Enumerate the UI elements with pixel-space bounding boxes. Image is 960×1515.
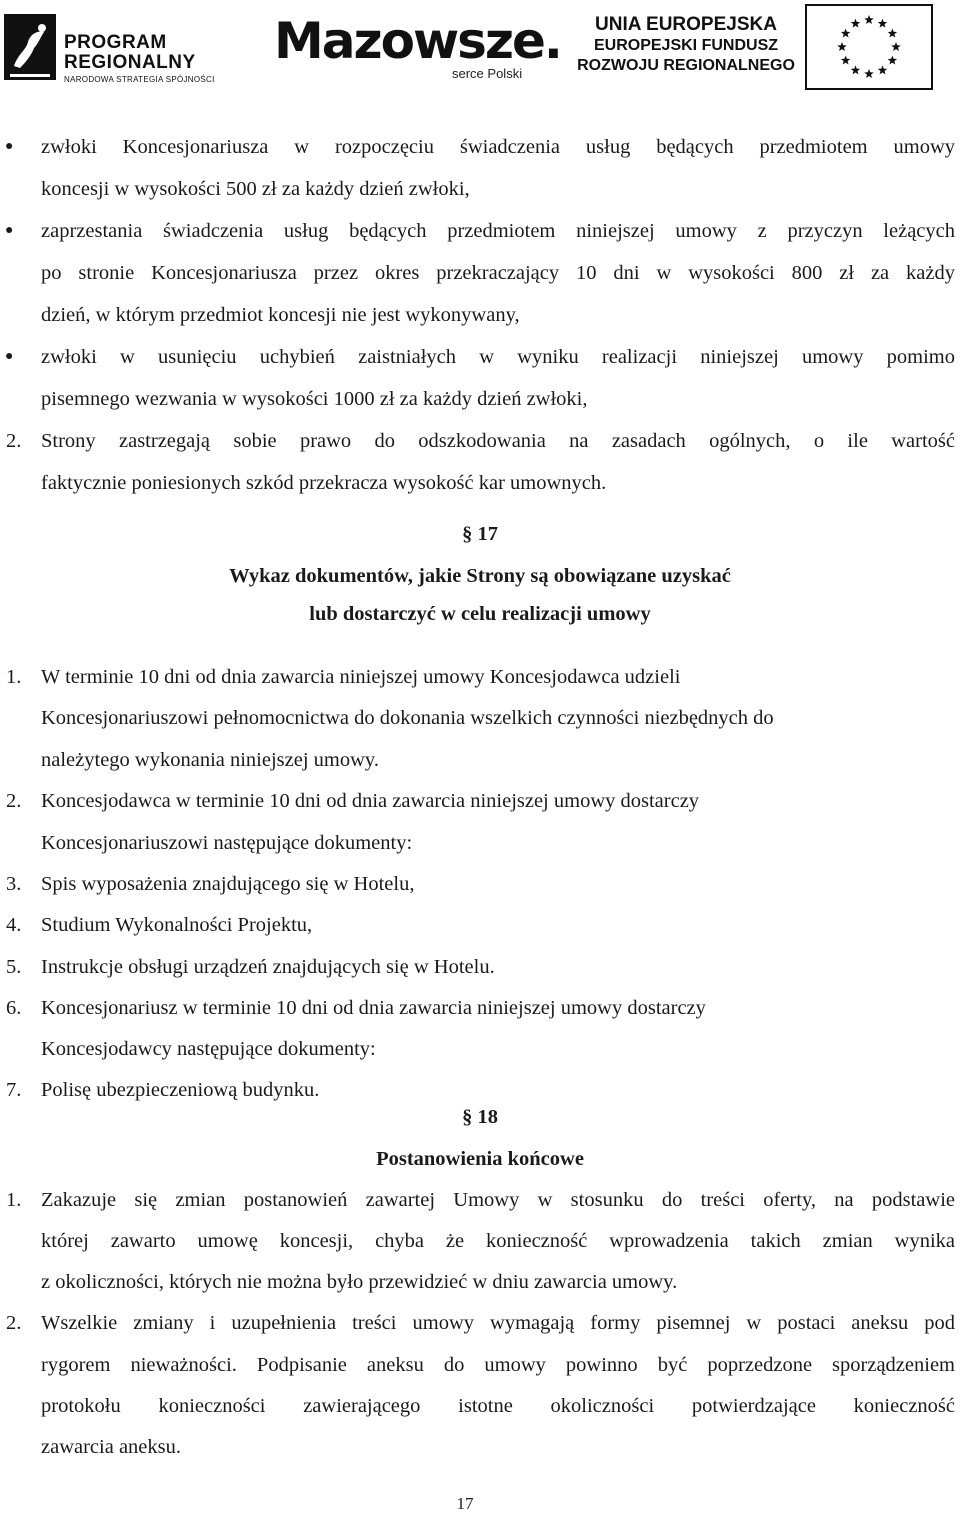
s17-item1-line-2: Koncesjonariuszowi pełnomocnictwa do dokonania wszelkich czynności niezbędnych do — [41, 707, 774, 729]
s18-item1-line-1: Zakazuje się zmian postanowień zawartej Umowy w stosunku do treści oferty, na podstawie — [41, 1189, 955, 1211]
section-18-title: Postanowienia końcowe — [376, 1148, 584, 1170]
s16-item2-line-1: Strony zastrzegają sobie prawo do odszkodowania na zasadach ogólnych, o ile wartość — [41, 430, 955, 452]
bullet-3-line-1: zwłoki w usunięciu uchybień zaistniałych w wyniku realizacji niniejszej umowy pomimo — [41, 346, 955, 368]
program-label: PROGRAM — [64, 32, 167, 53]
s17-item1-line-1: W terminie 10 dni od dnia zawarcia niniejszej umowy Koncesjodawca udzieli — [41, 666, 681, 688]
eu-line-1: UNIA EUROPEJSKA — [595, 14, 777, 35]
bullet-2-line-3: dzień, w którym przedmiot koncesji nie jest wykonywany, — [41, 304, 520, 326]
item-number: 1. — [6, 1189, 22, 1211]
item-number: 2. — [6, 1312, 22, 1334]
item-number: 6. — [6, 997, 22, 1019]
s18-item2-line-2: rygorem nieważności. Podpisanie aneksu do umowy powinno być poprzedzone sporządzeniem — [41, 1354, 955, 1376]
section-18-heading: § 18 — [462, 1106, 498, 1128]
item-number: 7. — [6, 1079, 22, 1101]
item-number: 3. — [6, 873, 22, 895]
item-number: 2. — [6, 430, 22, 452]
eu-line-2: EUROPEJSKI FUNDUSZ — [593, 37, 779, 54]
eu-line-3: ROZWOJU REGIONALNEGO — [577, 57, 795, 74]
s18-item2-line-3: protokołu konieczności zawierającego istotne okoliczności potwierdzające konieczność — [41, 1395, 955, 1417]
bullet-icon: ● — [5, 139, 14, 154]
bullet-1-line-1: zwłoki Koncesjonariusza w rozpoczęciu świadczenia usług będących przedmiotem umowy — [41, 136, 955, 158]
s17-item3-line-1: Spis wyposażenia znajdującego się w Hotelu, — [41, 873, 415, 895]
s17-item6-line-1: Koncesjonariusz w terminie 10 dni od dnia zawarcia niniejszej umowy dostarczy — [41, 997, 706, 1019]
s18-item2-line-1: Wszelkie zmiany i uzupełnienia treści umowy wymagają formy pisemnej w postaci aneksu pod — [41, 1312, 955, 1334]
bullet-icon: ● — [5, 349, 14, 364]
mazowsze-tagline: serce Polski — [452, 66, 523, 81]
s17-item4-line-1: Studium Wykonalności Projektu, — [41, 914, 313, 936]
section-17-title-line-1: Wykaz dokumentów, jakie Strony są obowiązane uzyskać — [229, 565, 731, 587]
s18-item1-line-3: z okoliczności, których nie można było przewidzieć w dniu zawarcia umowy. — [41, 1271, 678, 1293]
item-number: 1. — [6, 666, 22, 688]
section-17-title-line-2: lub dostarczyć w celu realizacji umowy — [309, 603, 651, 625]
s18-item1-line-2: której zawarto umowę koncesji, chyba że konieczność wprowadzenia takich zmian wynika — [41, 1230, 955, 1252]
item-number: 5. — [6, 956, 22, 978]
nss-label: NARODOWA STRATEGIA SPÓJNOŚCI — [64, 75, 215, 84]
s17-item7-line-1: Polisę ubezpieczeniową budynku. — [41, 1079, 320, 1101]
page-number: 17 — [456, 1494, 474, 1513]
mazowsze-wordmark: Mazowsze. — [274, 12, 561, 70]
bullet-1-line-2: koncesji w wysokości 500 zł za każdy dzień zwłoki, — [41, 178, 470, 200]
s18-item2-line-4: zawarcia aneksu. — [41, 1436, 181, 1458]
item-number: 4. — [6, 914, 22, 936]
bullet-3-line-2: pisemnego wezwania w wysokości 1000 zł za każdy dzień zwłoki, — [41, 388, 588, 410]
bullet-2-line-2: po stronie Koncesjonariusza przez okres przekraczający 10 dni w wysokości 800 zł za każdy — [41, 262, 955, 284]
s17-item5-line-1: Instrukcje obsługi urządzeń znajdujących się w Hotelu. — [41, 956, 495, 978]
regionalny-label: REGIONALNY — [64, 52, 196, 73]
s16-item2-line-2: faktycznie poniesionych szkód przekracza wysokość kar umownych. — [41, 472, 607, 494]
bullet-2-line-1: zaprzestania świadczenia usług będących przedmiotem niniejszej umowy z przyczyn leżących — [41, 220, 955, 242]
bullet-icon: ● — [5, 223, 14, 238]
section-17-heading: § 17 — [462, 523, 498, 545]
item-number: 2. — [6, 790, 22, 812]
s17-item1-line-3: należytego wykonania niniejszej umowy. — [41, 749, 379, 771]
s17-item2-line-2: Koncesjonariuszowi następujące dokumenty: — [41, 832, 413, 854]
s17-item6-line-2: Koncesjodawcy następujące dokumenty: — [41, 1038, 376, 1060]
s17-item2-line-1: Koncesjodawca w terminie 10 dni od dnia zawarcia niniejszej umowy dostarczy — [41, 790, 700, 812]
